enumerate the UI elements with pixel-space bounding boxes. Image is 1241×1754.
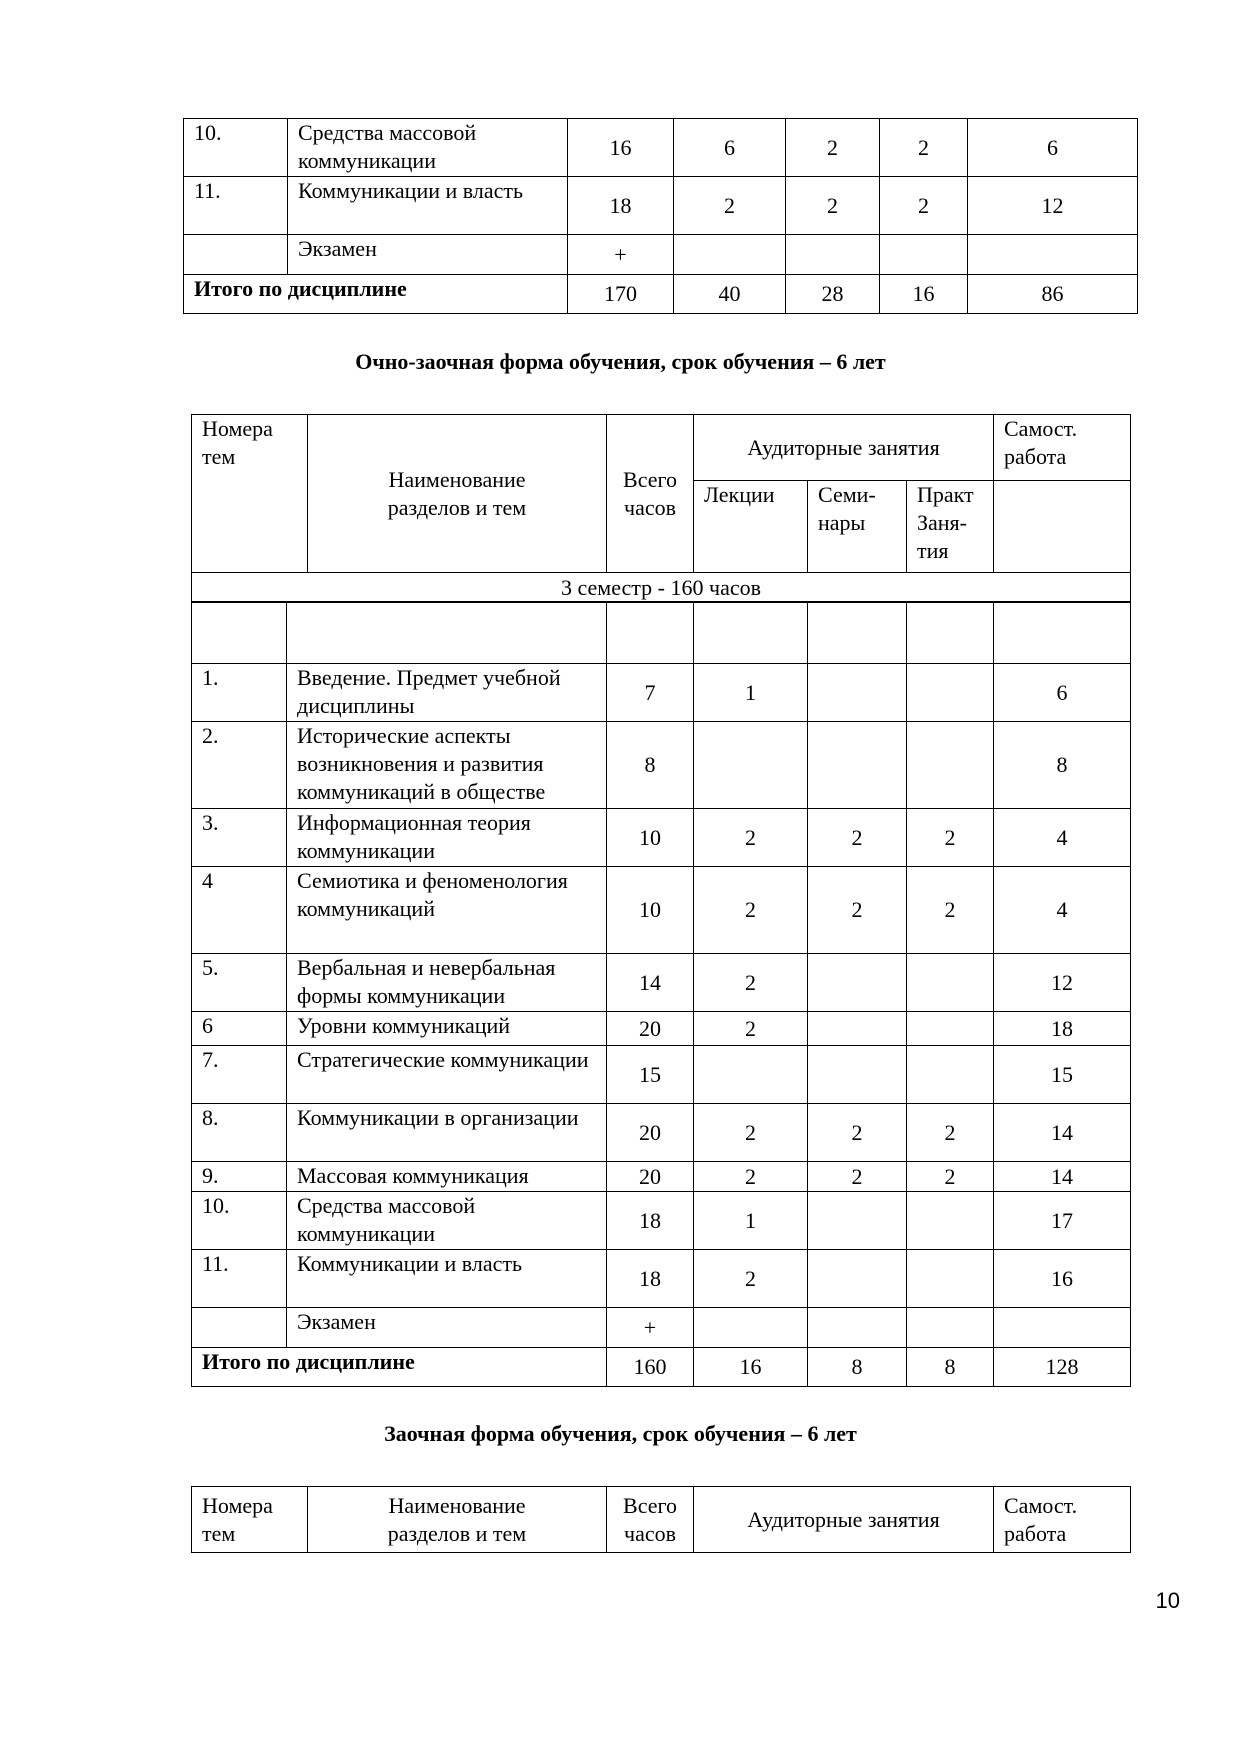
header-auditory: Аудиторные занятия (694, 415, 994, 481)
lecture-hours: 2 (694, 1104, 808, 1162)
lecture-hours (674, 235, 786, 275)
seminar-hours (808, 1046, 907, 1104)
row-number: 11. (184, 177, 288, 235)
table-part-time-header (191, 414, 1131, 603)
row-number: 11. (192, 1250, 287, 1308)
seminar-hours (808, 664, 907, 722)
row-title: Коммуникации и власть (288, 177, 568, 235)
self-study-hours: 4 (994, 809, 1131, 867)
table-row (192, 1250, 1131, 1308)
self-study-hours: 6 (968, 119, 1138, 177)
seminar-hours (808, 1192, 907, 1250)
row-title: Средства массовой коммуникации (287, 1192, 607, 1250)
table-full-time-continuation (183, 118, 1138, 314)
total-hours: 10 (607, 867, 694, 954)
row-number: 7. (192, 1046, 287, 1104)
self-study-hours: 12 (968, 177, 1138, 235)
self-study-hours (994, 1308, 1131, 1348)
table-row (192, 1192, 1131, 1250)
self-study-hours: 18 (994, 1012, 1131, 1046)
row-title: Коммуникации и власть (287, 1250, 607, 1308)
row-title: Введение. Предмет учебной дисциплины (287, 664, 607, 722)
lecture-hours: 2 (674, 177, 786, 235)
seminar-hours (808, 954, 907, 1012)
total-hours: 160 (607, 1348, 694, 1387)
row-number: 9. (192, 1162, 287, 1192)
page-number: 10 (1155, 1588, 1180, 1613)
self-study-hours: 6 (994, 664, 1131, 722)
practice-hours: 16 (880, 275, 968, 314)
header-topic-number: Номера тем (192, 1487, 308, 1553)
total-hours: + (607, 1308, 694, 1348)
total-hours: 15 (607, 1046, 694, 1104)
lecture-hours (694, 1046, 808, 1104)
header-topic-name: Наименование разделов и тем (308, 1487, 607, 1553)
total-hours: 20 (607, 1162, 694, 1192)
practice-hours (907, 1012, 994, 1046)
table-row (184, 235, 1138, 275)
seminar-hours (786, 235, 880, 275)
row-title: Уровни коммуникаций (287, 1012, 607, 1046)
header-total-hours: Всего часов (607, 415, 694, 573)
row-number (184, 235, 288, 275)
table-row (192, 664, 1131, 722)
total-hours: 18 (568, 177, 674, 235)
lecture-hours: 2 (694, 1162, 808, 1192)
total-hours: 14 (607, 954, 694, 1012)
seminar-hours: 8 (808, 1348, 907, 1387)
row-number: 8. (192, 1104, 287, 1162)
seminar-hours (808, 1250, 907, 1308)
total-hours: 170 (568, 275, 674, 314)
table-row (184, 119, 1138, 177)
practice-hours: 8 (907, 1348, 994, 1387)
table-part-time-body (191, 601, 1131, 1387)
table-row (192, 867, 1131, 954)
row-number: 10. (192, 1192, 287, 1250)
row-number: 5. (192, 954, 287, 1012)
seminar-hours (808, 722, 907, 809)
table-row (192, 1104, 1131, 1162)
total-label: Итого по дисциплине (184, 275, 568, 314)
table-row (192, 722, 1131, 809)
total-hours: 7 (607, 664, 694, 722)
lecture-hours: 1 (694, 1192, 808, 1250)
self-study-hours: 14 (994, 1162, 1131, 1192)
total-row (192, 1348, 1131, 1387)
row-title: Массовая коммуникация (287, 1162, 607, 1192)
table-row (192, 1046, 1131, 1104)
practice-hours (907, 1192, 994, 1250)
row-title: Средства массовой коммуникации (288, 119, 568, 177)
total-hours: 20 (607, 1012, 694, 1046)
seminar-hours (808, 1308, 907, 1348)
lecture-hours: 2 (694, 809, 808, 867)
lecture-hours: 2 (694, 1012, 808, 1046)
lecture-hours: 2 (694, 1250, 808, 1308)
header-total-hours: Всего часов (607, 1487, 694, 1553)
practice-hours (907, 1308, 994, 1348)
self-study-hours: 8 (994, 722, 1131, 809)
table-correspondence-header (191, 1486, 1131, 1553)
practice-hours (907, 1250, 994, 1308)
row-number: 2. (192, 722, 287, 809)
row-number (192, 1308, 287, 1348)
self-study-hours: 17 (994, 1192, 1131, 1250)
row-title: Стратегические коммуникации (287, 1046, 607, 1104)
lecture-hours: 6 (674, 119, 786, 177)
self-study-hours: 4 (994, 867, 1131, 954)
table-row (192, 954, 1131, 1012)
row-number: 1. (192, 664, 287, 722)
lecture-hours (694, 722, 808, 809)
table-row (192, 1162, 1131, 1192)
seminar-hours (808, 1012, 907, 1046)
row-number: 4 (192, 867, 287, 954)
total-hours: 20 (607, 1104, 694, 1162)
total-hours: 10 (607, 809, 694, 867)
total-hours: 18 (607, 1192, 694, 1250)
header-topic-name: Наименование разделов и тем (308, 415, 607, 573)
lecture-hours: 1 (694, 664, 808, 722)
row-number: 6 (192, 1012, 287, 1046)
row-title: Коммуникации в организации (287, 1104, 607, 1162)
seminar-hours: 2 (786, 177, 880, 235)
lecture-hours: 2 (694, 867, 808, 954)
table-row (192, 809, 1131, 867)
row-number: 10. (184, 119, 288, 177)
practice-hours (907, 664, 994, 722)
practice-hours (880, 235, 968, 275)
seminar-hours: 2 (808, 1162, 907, 1192)
row-title: Экзамен (287, 1308, 607, 1348)
self-study-hours: 12 (994, 954, 1131, 1012)
total-label: Итого по дисциплине (192, 1348, 607, 1387)
header-lectures: Лекции (694, 481, 808, 573)
table-row (184, 177, 1138, 235)
seminar-hours: 2 (808, 867, 907, 954)
section-heading-correspondence: Заочная форма обучения, срок обучения – 6 лет (384, 1421, 857, 1446)
practice-hours: 2 (907, 867, 994, 954)
practice-hours (907, 722, 994, 809)
spacer-row (192, 602, 1131, 664)
total-hours: 8 (607, 722, 694, 809)
practice-hours: 2 (880, 119, 968, 177)
practice-hours: 2 (907, 1104, 994, 1162)
row-number: 3. (192, 809, 287, 867)
self-study-hours: 128 (994, 1348, 1131, 1387)
total-hours: + (568, 235, 674, 275)
semester-label: 3 семестр - 160 часов (192, 573, 1131, 603)
lecture-hours (694, 1308, 808, 1348)
self-study-hours: 16 (994, 1250, 1131, 1308)
row-title: Исторические аспекты возникновения и развития коммуникаций в обществе (287, 722, 607, 809)
practice-hours (907, 954, 994, 1012)
practice-hours: 2 (880, 177, 968, 235)
header-practice: Практ Заня-тия (907, 481, 994, 573)
self-study-hours: 86 (968, 275, 1138, 314)
row-title: Экзамен (288, 235, 568, 275)
header-seminars: Семи-нары (808, 481, 907, 573)
seminar-hours: 2 (786, 119, 880, 177)
practice-hours (907, 1046, 994, 1104)
row-title: Семиотика и феноменология коммуникаций (287, 867, 607, 954)
practice-hours: 2 (907, 1162, 994, 1192)
seminar-hours: 28 (786, 275, 880, 314)
table-row (192, 1308, 1131, 1348)
header-auditory: Аудиторные занятия (694, 1487, 994, 1553)
lecture-hours: 16 (694, 1348, 808, 1387)
seminar-hours: 2 (808, 809, 907, 867)
lecture-hours: 2 (694, 954, 808, 1012)
self-study-hours: 14 (994, 1104, 1131, 1162)
self-study-hours (968, 235, 1138, 275)
lecture-hours: 40 (674, 275, 786, 314)
practice-hours: 2 (907, 809, 994, 867)
header-topic-number: Номера тем (192, 415, 308, 573)
seminar-hours: 2 (808, 1104, 907, 1162)
self-study-hours: 15 (994, 1046, 1131, 1104)
total-hours: 16 (568, 119, 674, 177)
total-row (184, 275, 1138, 314)
header-self-empty (994, 481, 1131, 573)
header-self-study: Самост. работа (994, 415, 1131, 481)
row-title: Вербальная и невербальная формы коммуникации (287, 954, 607, 1012)
row-title: Информационная теория коммуникации (287, 809, 607, 867)
section-heading-part-time: Очно-заочная форма обучения, срок обучения – 6 лет (355, 349, 886, 374)
table-row (192, 1012, 1131, 1046)
total-hours: 18 (607, 1250, 694, 1308)
header-self-study: Самост. работа (994, 1487, 1131, 1553)
